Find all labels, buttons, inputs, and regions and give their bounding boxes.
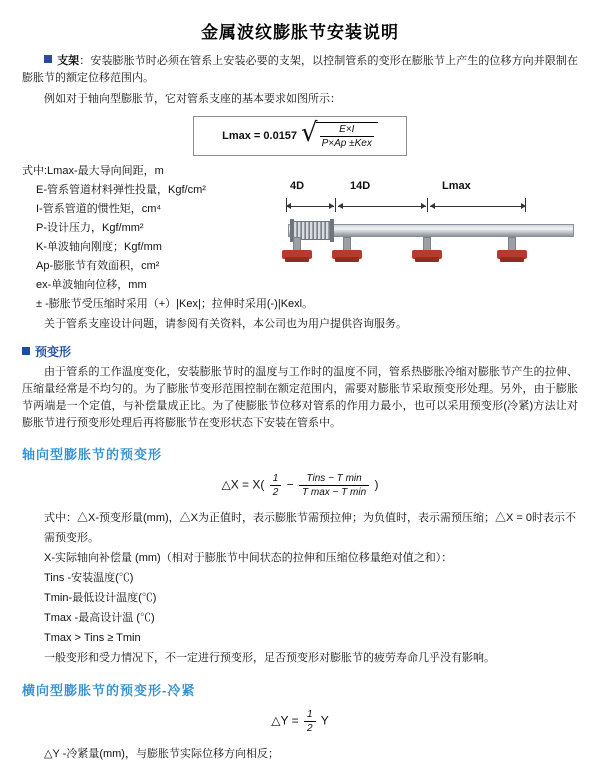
axial-line-2: X-实际轴向补偿量 (mm)（相对于膨胀节中间状态的拉伸和压缩位移量绝对值之和）：	[44, 552, 453, 564]
axial-formula-temp-fraction	[299, 473, 369, 498]
lateral-formula-half	[304, 709, 316, 734]
lateral-predeform-formula	[22, 709, 578, 734]
support-foot	[285, 257, 309, 262]
figure-label-lmax: Lmax	[442, 180, 471, 192]
support-foot	[500, 257, 524, 262]
support-foot	[415, 257, 439, 262]
legend-item-e: E-管系管道材料弹性投量，Kgf/cm²	[36, 184, 206, 196]
dimension-tick-1	[286, 198, 287, 212]
axial-line-1: 式中：△X-预变形量(mm)，△X为正值时，表示膨胀节需预拉伸；为负值时，表示需预压缩；△X = 0时表示不需预变形。	[44, 512, 576, 544]
figure-drawing	[282, 198, 578, 278]
axial-formula-minus: −	[286, 477, 294, 492]
axial-formula-half-numerator: 1	[270, 473, 282, 486]
axial-line-6: Tmax > Tins ≥ Tmin	[44, 632, 141, 644]
formula-lmax-numerator: E×I	[320, 124, 374, 137]
legend-item-sign: ± -膨胀节受压缩时采用（+）|Kex|；拉伸时采用(-)|Kexl。	[36, 298, 314, 310]
support-stem	[343, 237, 351, 251]
support-spacing-figure	[282, 162, 578, 314]
formula-lmax-denominator: P×Ap ±Kex	[321, 138, 372, 149]
support-stem	[293, 237, 301, 251]
formula-lmax-fraction	[316, 122, 378, 149]
blue-square-bullet-icon	[44, 55, 52, 63]
formula-lmax-lhs: Lmax = 0.0157	[222, 129, 298, 142]
radical-sign-icon: √	[301, 118, 318, 148]
dimension-tick-2	[335, 198, 336, 212]
axial-formula-rhs: )	[374, 477, 379, 492]
legend-item-p: P-设计压力，Kgf/mm²	[36, 222, 144, 234]
axial-line-7: 一般变形和受力情况下，不一定进行预变形，足否预变形对膨胀节的疲劳寿命几乎没有影响。	[44, 652, 495, 664]
legend-and-figure	[22, 162, 578, 314]
pipe-support-3	[412, 237, 442, 263]
bracket-section-paragraph1: 支架：安装膨胀节时必须在管系上安装必要的支架，以控制管系的变形在膨胀节上产生的位移方向并限制在膨胀节的额定位移范围内。	[22, 55, 579, 84]
bracket-section-paragraph2: 例如对于轴向型膨胀节，它对管系支座的基本要求如图所示：	[44, 93, 341, 105]
dimension-tick-4	[525, 198, 526, 212]
pipe-support-2	[332, 237, 362, 263]
figure-label-14d: 14D	[350, 180, 371, 192]
contact-note: 关于管系支座设计问题，请参阅有关资料，本公司也为用户提供咨询服务。	[44, 318, 407, 330]
legend-item-lmax: 式中:Lmax-最大导向间距，m	[22, 165, 164, 177]
figure-label-4d: 4D	[290, 180, 305, 192]
axial-formula-half	[270, 473, 282, 498]
axial-section-heading: 轴向型膨胀节的预变形	[22, 447, 163, 462]
axial-line-4: Tmin-最低设计温度(℃)	[44, 592, 157, 604]
axial-line-5: Tmax -最高设计温 (℃)	[44, 612, 155, 624]
pipe-support-4	[497, 237, 527, 263]
support-stem	[508, 237, 516, 251]
dimension-arrow-4d	[286, 206, 334, 207]
predeform-section-heading: 预变形	[35, 345, 72, 359]
axial-formula-lhs: △X = X(	[221, 477, 265, 492]
predeform-section-heading-row	[22, 343, 578, 360]
figure-dimension-labels	[282, 180, 578, 196]
lateral-formula-half-denominator: 2	[307, 723, 313, 734]
lateral-formula-lhs: △Y =	[271, 713, 299, 728]
legend-item-k: K-单波轴向刚度；Kgf/mm	[36, 241, 162, 253]
pipe-support-1	[282, 237, 312, 263]
axial-formula-temp-denominator: T max − T min	[302, 487, 367, 498]
formula-lmax	[193, 116, 407, 156]
dimension-arrow-14d	[338, 206, 426, 207]
axial-predeform-formula	[22, 473, 578, 498]
lateral-note: △Y -冷紧量(mm)，与膨胀节实际位移方向相反；	[44, 748, 279, 760]
lateral-formula-half-numerator: 1	[304, 709, 316, 722]
axial-line-3: Tins -安装温度(℃)	[44, 572, 134, 584]
predeform-section-paragraph: 由于管系的工作温度变化，安装膨胀节时的温度与工作时的温度不同，管系热膨胀冷缩对膨胀节产生的拉伸、压缩量经常是不均匀的。为了膨胀节变形范围控制在额定范围内，需要对膨胀节采取预变形处理。另外，由于膨胀节两端是一个定值，与补偿量成正比。为了使膨胀节位移对管系的作用力最小，也可以采用预变形(冷紧)方法让对膨胀节进行预变形处理后再将膨胀节在变形状态下安装在管系中。	[22, 366, 578, 429]
page-title: 金属波纹膨胀节安装说明	[201, 23, 399, 42]
axial-formula-temp-numerator: Tins − T min	[299, 473, 369, 486]
lateral-section-heading: 横向型膨胀节的预变形-冷紧	[22, 683, 196, 698]
lateral-formula-rhs: Y	[320, 713, 329, 728]
support-foot	[335, 257, 359, 262]
legend-item-ap: Ap-膨胀节有效面积，cm²	[36, 260, 160, 272]
blue-square-bullet-icon	[22, 347, 30, 355]
lateral-definition-list	[22, 744, 578, 764]
axial-definition-list	[22, 508, 578, 668]
axial-formula-half-denominator: 2	[272, 487, 279, 498]
dimension-tick-3	[427, 198, 428, 212]
support-stem	[423, 237, 431, 251]
bracket-section-text1: 安装膨胀节时必须在管系上安装必要的支架，以控制管系的变形在膨胀节上产生的位移方向并限制在膨胀节的额定位移范围内。	[22, 55, 579, 84]
legend-item-ex: ex-单波轴向位移，mm	[36, 279, 147, 291]
legend-item-i: I-管系管道的惯性矩，cm⁴	[36, 203, 162, 215]
formula-lmax-radical	[301, 118, 378, 149]
dimension-arrow-lmax	[430, 206, 526, 207]
bracket-section-heading: 支架	[57, 55, 80, 67]
